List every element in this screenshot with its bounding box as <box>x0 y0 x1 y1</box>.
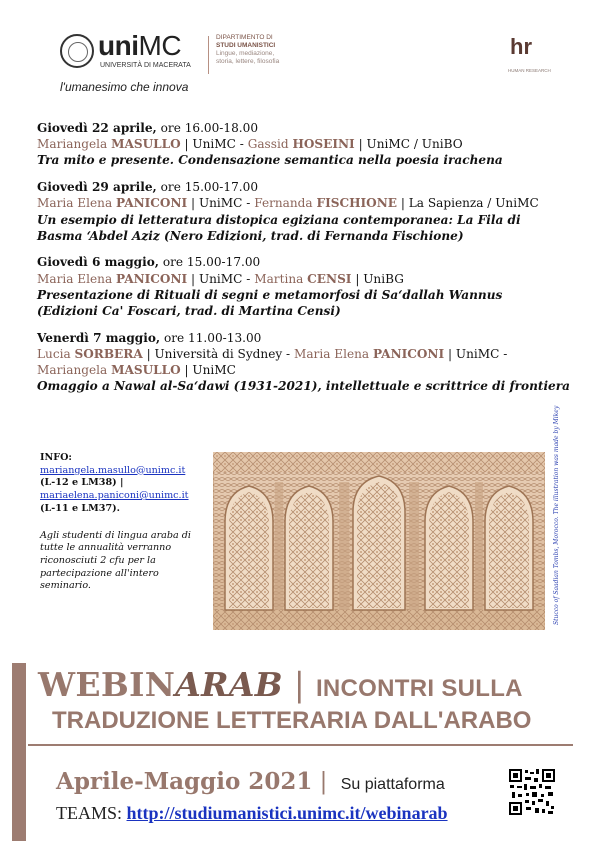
credits-note: Agli studenti di lingua araba di tutte le annualità verranno riconosciuti 2 cfu per la partecipazione all'intero seminario. <box>40 529 191 592</box>
hr-logo-caption: HUMAN RESEARCH <box>508 68 551 73</box>
event-speakers-cont: Mariangela MASULLO | UniMC <box>37 363 236 378</box>
event-item <box>37 179 585 244</box>
hr-logo: hr <box>510 34 532 59</box>
stucco-image <box>213 452 545 630</box>
accent-bar <box>12 663 26 841</box>
event-item <box>37 330 585 395</box>
event-speakers: Mariangela MASULLO | UniMC - Gassid HOSEINI | UniMC / UniBO <box>37 137 463 152</box>
info-label: INFO: <box>40 452 72 463</box>
event-title: Omaggio a Nawal al-Saʻdawi (1931-2021), intellettuale e scrittrice di frontiera <box>37 379 570 394</box>
event-speakers: Maria Elena PANICONI | UniMC - Fernanda FISCHIONE | La Sapienza / UniMC <box>37 196 539 211</box>
event-date: Giovedì 29 aprile, ore 15.00-17.00 <box>37 180 259 195</box>
event-title-cont: Basma ʻAbdel Aziz (Nero Edizioni, trad. di Fernanda Fischione) <box>37 228 464 243</box>
event-speakers: Lucia SORBERA | Università di Sydney - Maria Elena PANICONI | UniMC - <box>37 346 508 361</box>
banner-rule <box>28 744 573 746</box>
event-speakers: Maria Elena PANICONI | UniMC - Martina CENSI | UniBG <box>37 271 404 286</box>
info-box <box>40 452 210 593</box>
email-link-paniconi[interactable]: mariaelena.paniconi@unimc.it <box>40 490 189 502</box>
event-item <box>37 254 585 319</box>
event-date: Venerdì 7 maggio, ore 11.00-13.00 <box>37 330 262 345</box>
events-list <box>37 120 585 405</box>
event-title: Un esempio di letteratura distopica egiziana contemporanea: La Fila di <box>37 212 521 227</box>
qr-code-graphic <box>508 768 556 816</box>
department-logo: DIPARTIMENTO DI STUDI UMANISTICI Lingue, mediazione, storia, lettere, filosofia <box>216 34 280 65</box>
university-name: UNIVERSITÀ DI MACERATA <box>100 62 191 69</box>
email-link-masullo[interactable]: mariangela.masullo@unimc.it <box>40 464 186 476</box>
image-credit[interactable]: Stucco of Saadian Tombs, Morocco. The illustration was made by Mikey <box>553 405 560 625</box>
event-date: Giovedì 22 aprile, ore 16.00-18.00 <box>37 121 259 135</box>
event-title-cont: (Edizioni Ca' Foscari, trad. di Martina Censi) <box>37 304 341 319</box>
event-title: Tra mito e presente. Condensazione semantica nella poesia irachena <box>37 153 503 168</box>
banner-subtitle: TRADUZIONE LETTERARIA DALL'ARABO <box>52 707 532 734</box>
unimc-seal-logo <box>60 34 94 68</box>
event-title: Presentazione di Rituali di segni e metamorfosi di Saʻdallah Wannus <box>37 287 503 302</box>
header-divider <box>208 36 209 74</box>
event-item <box>37 120 585 169</box>
stucco-pattern-illustration <box>213 452 545 630</box>
webinar-url-link[interactable]: http://studiumanistici.unimc.it/webinarab <box>126 803 448 823</box>
course-code: (L-11 e LM37). <box>40 502 120 514</box>
event-date: Giovedì 6 maggio, ore 15.00-17.00 <box>37 255 261 270</box>
unimc-logo-text: uniMC <box>98 30 182 61</box>
teams-line: TEAMS: http://studiumanistici.unimc.it/webinarab <box>56 803 448 823</box>
course-code: (L-12 e LM38) | <box>40 477 124 489</box>
unimc-tagline: l'umanesimo che innova <box>60 80 189 94</box>
qr-code-icon[interactable] <box>508 768 556 816</box>
banner-dates: Aprile-Maggio 2021 | Su piattaforma <box>56 768 445 795</box>
banner-title: WEBINARAB | INCONTRI SULLA <box>38 665 523 704</box>
